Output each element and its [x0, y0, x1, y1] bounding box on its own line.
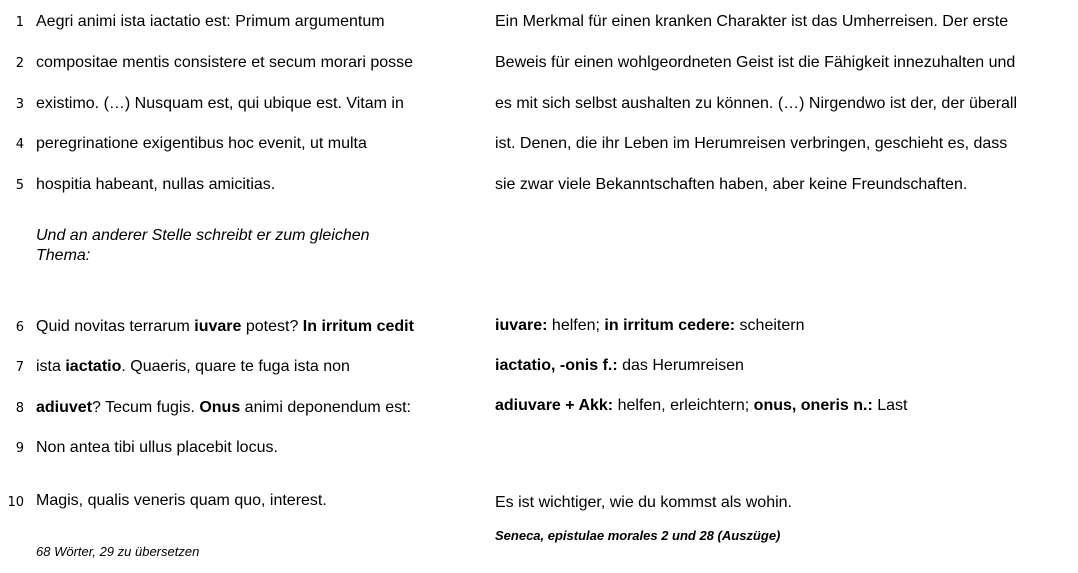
text: potest? — [241, 318, 303, 335]
vocab-entry — [495, 317, 804, 335]
vocab-term: adiuvare + Akk: — [495, 397, 614, 414]
german-line: sie zwar viele Bekanntschaften haben, aber keine Freundschaften. — [495, 176, 968, 193]
source-citation: Seneca, epistulae morales 2 und 28 (Auszüge) — [495, 528, 781, 543]
vocab-term: iactatio, -onis f.: — [495, 357, 618, 374]
line-number: 7 — [15, 360, 24, 375]
vocab-entry — [495, 397, 907, 415]
german-line-10: Es ist wichtiger, wie du kommst als wohin. — [495, 494, 792, 511]
latin-line: Magis, qualis veneris quam quo, interest. — [36, 492, 327, 509]
bold-term: adiuvet — [36, 399, 93, 416]
vocab-def: das Herumreisen — [617, 357, 744, 374]
vocab-def: scheitern — [735, 317, 805, 334]
bold-term: Onus — [199, 399, 241, 416]
line-number: 8 — [15, 401, 24, 416]
german-line: Beweis für einen wohlgeordneten Geist ist die Fähigkeit innezuhalten und — [495, 54, 1016, 71]
line-number: 2 — [15, 56, 24, 71]
transition-line: Und an anderer Stelle schreibt er zum gleichen — [36, 227, 370, 244]
line-number: 1 — [15, 15, 24, 30]
text: animi deponendum est: — [240, 399, 411, 416]
vocab-term: iuvare: — [495, 317, 548, 334]
word-count: 68 Wörter, 29 zu übersetzen — [36, 544, 200, 559]
vocab-def: helfen; — [547, 317, 605, 334]
latin-line: peregrinatione exigentibus hoc evenit, ut multa — [36, 135, 367, 152]
line-number: 9 — [15, 441, 24, 456]
latin-line: hospitia habeant, nullas amicitias. — [36, 176, 276, 193]
latin-line: Non antea tibi ullus placebit locus. — [36, 439, 278, 456]
line-number: 3 — [15, 97, 24, 112]
latin-line — [36, 399, 411, 417]
vocab-term: onus, oneris n.: — [753, 397, 873, 414]
text: Quid novitas terrarum — [36, 318, 195, 335]
bold-term: In irritum cedit — [302, 318, 414, 335]
latin-line: Aegri animi ista iactatio est: Primum argumentum — [36, 13, 385, 30]
bold-term: iuvare — [194, 318, 242, 335]
german-line: ist. Denen, die ihr Leben im Herumreisen verbringen, geschieht es, dass — [495, 135, 1008, 152]
latin-line: compositae mentis consistere et secum morari posse — [36, 54, 414, 71]
line-number: 5 — [15, 178, 24, 193]
line-number: 10 — [7, 495, 24, 510]
latin-line — [36, 318, 414, 336]
transition-line: Thema: — [36, 247, 91, 264]
bold-term: iactatio — [65, 358, 122, 375]
latin-line: existimo. (…) Nusquam est, qui ubique est. Vitam in — [36, 95, 404, 112]
text: ista — [36, 358, 66, 375]
text: . Quaeris, quare te fuga ista non — [121, 358, 350, 375]
german-line: es mit sich selbst aushalten zu können. (…) Nirgendwo ist der, der überall — [495, 95, 1018, 112]
line-number: 6 — [15, 320, 24, 335]
vocab-entry — [495, 357, 744, 375]
text: ? Tecum fugis. — [92, 399, 200, 416]
vocab-def: helfen, erleichtern; — [613, 397, 754, 414]
latin-line — [36, 358, 350, 376]
line-number: 4 — [15, 137, 24, 152]
vocab-term: in irritum cedere: — [604, 317, 736, 334]
german-line: Ein Merkmal für einen kranken Charakter ist das Umherreisen. Der erste — [495, 13, 1009, 30]
vocab-def: Last — [872, 397, 908, 414]
